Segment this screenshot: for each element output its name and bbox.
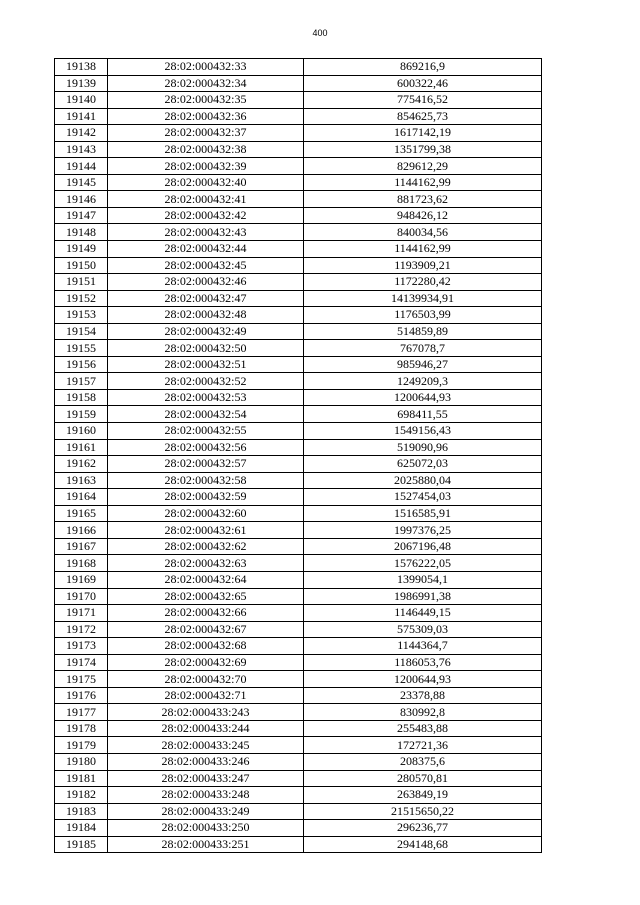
- row-number-cell: 19174: [55, 654, 108, 671]
- table-row: [55, 191, 542, 208]
- table-row: [55, 704, 542, 721]
- table-row: [55, 737, 542, 754]
- cadastral-number-cell: 28:02:000432:53: [108, 389, 304, 406]
- value-cell: 869216,9: [304, 59, 542, 76]
- table-row: [55, 125, 542, 142]
- row-number-cell: 19139: [55, 75, 108, 92]
- value-cell: 1576222,05: [304, 555, 542, 572]
- value-cell: 14139934,91: [304, 290, 542, 307]
- value-cell: 985946,27: [304, 356, 542, 373]
- row-number-cell: 19147: [55, 207, 108, 224]
- table-row: [55, 274, 542, 291]
- table-row: [55, 770, 542, 787]
- row-number-cell: 19178: [55, 720, 108, 737]
- row-number-cell: 19183: [55, 803, 108, 820]
- value-cell: 2067196,48: [304, 538, 542, 555]
- row-number-cell: 19170: [55, 588, 108, 605]
- table-row: [55, 59, 542, 76]
- value-cell: 1516585,91: [304, 505, 542, 522]
- table-row: [55, 571, 542, 588]
- cadastral-number-cell: 28:02:000433:247: [108, 770, 304, 787]
- row-number-cell: 19175: [55, 671, 108, 688]
- cadastral-number-cell: 28:02:000432:71: [108, 687, 304, 704]
- value-cell: 263849,19: [304, 787, 542, 804]
- value-cell: 881723,62: [304, 191, 542, 208]
- table-row: [55, 456, 542, 473]
- cadastral-number-cell: 28:02:000432:51: [108, 356, 304, 373]
- table-row: [55, 108, 542, 125]
- value-cell: 514859,89: [304, 323, 542, 340]
- value-cell: 575309,03: [304, 621, 542, 638]
- cadastral-number-cell: 28:02:000432:57: [108, 456, 304, 473]
- value-cell: 600322,46: [304, 75, 542, 92]
- row-number-cell: 19155: [55, 340, 108, 357]
- cadastral-number-cell: 28:02:000432:40: [108, 174, 304, 191]
- value-cell: 854625,73: [304, 108, 542, 125]
- table-row: [55, 720, 542, 737]
- table-row: [55, 489, 542, 506]
- cadastral-number-cell: 28:02:000432:38: [108, 141, 304, 158]
- row-number-cell: 19143: [55, 141, 108, 158]
- cadastral-number-cell: 28:02:000432:70: [108, 671, 304, 688]
- value-cell: 1144162,99: [304, 241, 542, 258]
- table-row: [55, 406, 542, 423]
- cadastral-number-cell: 28:02:000432:60: [108, 505, 304, 522]
- table-row: [55, 654, 542, 671]
- cadastral-number-cell: 28:02:000432:36: [108, 108, 304, 125]
- table-row: [55, 323, 542, 340]
- table-row: [55, 373, 542, 390]
- row-number-cell: 19150: [55, 257, 108, 274]
- row-number-cell: 19176: [55, 687, 108, 704]
- cadastral-number-cell: 28:02:000432:55: [108, 423, 304, 440]
- value-cell: 1146449,15: [304, 605, 542, 622]
- row-number-cell: 19159: [55, 406, 108, 423]
- cadastral-number-cell: 28:02:000433:243: [108, 704, 304, 721]
- value-cell: 1200644,93: [304, 389, 542, 406]
- cadastral-number-cell: 28:02:000432:58: [108, 472, 304, 489]
- value-cell: 1549156,43: [304, 423, 542, 440]
- row-number-cell: 19153: [55, 307, 108, 324]
- table-row: [55, 638, 542, 655]
- table-row: [55, 522, 542, 539]
- cadastral-number-cell: 28:02:000432:44: [108, 241, 304, 258]
- value-cell: 208375,6: [304, 753, 542, 770]
- value-cell: 830992,8: [304, 704, 542, 721]
- value-cell: 21515650,22: [304, 803, 542, 820]
- value-cell: 1144162,99: [304, 174, 542, 191]
- cadastral-number-cell: 28:02:000432:59: [108, 489, 304, 506]
- value-cell: 1200644,93: [304, 671, 542, 688]
- row-number-cell: 19181: [55, 770, 108, 787]
- row-number-cell: 19158: [55, 389, 108, 406]
- value-cell: 2025880,04: [304, 472, 542, 489]
- cadastral-number-cell: 28:02:000433:246: [108, 753, 304, 770]
- table-row: [55, 257, 542, 274]
- cadastral-number-cell: 28:02:000432:69: [108, 654, 304, 671]
- table-row: [55, 621, 542, 638]
- cadastral-number-cell: 28:02:000432:47: [108, 290, 304, 307]
- table-body: [55, 59, 542, 853]
- value-cell: 296236,77: [304, 820, 542, 837]
- row-number-cell: 19161: [55, 439, 108, 456]
- value-cell: 280570,81: [304, 770, 542, 787]
- row-number-cell: 19146: [55, 191, 108, 208]
- cadastral-number-cell: 28:02:000432:37: [108, 125, 304, 142]
- row-number-cell: 19182: [55, 787, 108, 804]
- row-number-cell: 19149: [55, 241, 108, 258]
- table-row: [55, 307, 542, 324]
- cadastral-number-cell: 28:02:000433:251: [108, 836, 304, 853]
- value-cell: 1399054,1: [304, 571, 542, 588]
- value-cell: 519090,96: [304, 439, 542, 456]
- table-row: [55, 505, 542, 522]
- table-row: [55, 671, 542, 688]
- table-row: [55, 836, 542, 853]
- table-row: [55, 538, 542, 555]
- row-number-cell: 19151: [55, 274, 108, 291]
- cadastral-number-cell: 28:02:000432:62: [108, 538, 304, 555]
- cadastral-number-cell: 28:02:000433:249: [108, 803, 304, 820]
- table-row: [55, 803, 542, 820]
- table-row: [55, 75, 542, 92]
- value-cell: 294148,68: [304, 836, 542, 853]
- cadastral-number-cell: 28:02:000432:41: [108, 191, 304, 208]
- cadastral-number-cell: 28:02:000432:34: [108, 75, 304, 92]
- table-row: [55, 290, 542, 307]
- value-cell: 767078,7: [304, 340, 542, 357]
- value-cell: 1193909,21: [304, 257, 542, 274]
- row-number-cell: 19141: [55, 108, 108, 125]
- row-number-cell: 19172: [55, 621, 108, 638]
- value-cell: 172721,36: [304, 737, 542, 754]
- cadastral-number-cell: 28:02:000432:48: [108, 307, 304, 324]
- row-number-cell: 19171: [55, 605, 108, 622]
- value-cell: 1997376,25: [304, 522, 542, 539]
- cadastral-number-cell: 28:02:000432:35: [108, 92, 304, 109]
- value-cell: 1176503,99: [304, 307, 542, 324]
- value-cell: 1172280,42: [304, 274, 542, 291]
- cadastral-number-cell: 28:02:000432:66: [108, 605, 304, 622]
- row-number-cell: 19165: [55, 505, 108, 522]
- value-cell: 1527454,03: [304, 489, 542, 506]
- row-number-cell: 19142: [55, 125, 108, 142]
- cadastral-number-cell: 28:02:000432:43: [108, 224, 304, 241]
- row-number-cell: 19168: [55, 555, 108, 572]
- row-number-cell: 19145: [55, 174, 108, 191]
- cadastral-number-cell: 28:02:000432:49: [108, 323, 304, 340]
- table-row: [55, 340, 542, 357]
- value-cell: 1986991,38: [304, 588, 542, 605]
- table-row: [55, 472, 542, 489]
- table-row: [55, 141, 542, 158]
- cadastral-number-cell: 28:02:000432:39: [108, 158, 304, 175]
- table-row: [55, 241, 542, 258]
- cadastral-number-cell: 28:02:000433:250: [108, 820, 304, 837]
- cadastral-number-cell: 28:02:000433:245: [108, 737, 304, 754]
- cadastral-number-cell: 28:02:000432:64: [108, 571, 304, 588]
- cadastral-number-cell: 28:02:000432:68: [108, 638, 304, 655]
- cadastral-number-cell: 28:02:000432:45: [108, 257, 304, 274]
- row-number-cell: 19167: [55, 538, 108, 555]
- table-row: [55, 158, 542, 175]
- row-number-cell: 19156: [55, 356, 108, 373]
- row-number-cell: 19185: [55, 836, 108, 853]
- cadastral-number-cell: 28:02:000433:244: [108, 720, 304, 737]
- value-cell: 948426,12: [304, 207, 542, 224]
- row-number-cell: 19173: [55, 638, 108, 655]
- value-cell: 1617142,19: [304, 125, 542, 142]
- value-cell: 23378,88: [304, 687, 542, 704]
- cadastral-number-cell: 28:02:000432:42: [108, 207, 304, 224]
- cadastral-number-cell: 28:02:000432:46: [108, 274, 304, 291]
- cadastral-number-cell: 28:02:000432:56: [108, 439, 304, 456]
- page-number: 400: [312, 28, 328, 38]
- cadastral-number-cell: 28:02:000432:63: [108, 555, 304, 572]
- cadastral-number-cell: 28:02:000432:50: [108, 340, 304, 357]
- value-cell: 1186053,76: [304, 654, 542, 671]
- row-number-cell: 19179: [55, 737, 108, 754]
- row-number-cell: 19160: [55, 423, 108, 440]
- row-number-cell: 19154: [55, 323, 108, 340]
- value-cell: 698411,55: [304, 406, 542, 423]
- table-row: [55, 92, 542, 109]
- table-row: [55, 687, 542, 704]
- cadastral-number-cell: 28:02:000432:61: [108, 522, 304, 539]
- cadastral-number-cell: 28:02:000432:52: [108, 373, 304, 390]
- table-row: [55, 605, 542, 622]
- table-row: [55, 207, 542, 224]
- value-cell: 1144364,7: [304, 638, 542, 655]
- cadastral-number-cell: 28:02:000433:248: [108, 787, 304, 804]
- value-cell: 255483,88: [304, 720, 542, 737]
- table-row: [55, 356, 542, 373]
- row-number-cell: 19166: [55, 522, 108, 539]
- table-row: [55, 588, 542, 605]
- cadastral-number-cell: 28:02:000432:67: [108, 621, 304, 638]
- row-number-cell: 19152: [55, 290, 108, 307]
- table-row: [55, 389, 542, 406]
- table-row: [55, 224, 542, 241]
- cadastral-number-cell: 28:02:000432:54: [108, 406, 304, 423]
- row-number-cell: 19144: [55, 158, 108, 175]
- row-number-cell: 19163: [55, 472, 108, 489]
- table-row: [55, 439, 542, 456]
- row-number-cell: 19180: [55, 753, 108, 770]
- row-number-cell: 19162: [55, 456, 108, 473]
- row-number-cell: 19140: [55, 92, 108, 109]
- value-cell: 775416,52: [304, 92, 542, 109]
- row-number-cell: 19184: [55, 820, 108, 837]
- row-number-cell: 19148: [55, 224, 108, 241]
- row-number-cell: 19157: [55, 373, 108, 390]
- table-row: [55, 820, 542, 837]
- row-number-cell: 19177: [55, 704, 108, 721]
- table-row: [55, 174, 542, 191]
- row-number-cell: 19169: [55, 571, 108, 588]
- table-row: [55, 423, 542, 440]
- table-row: [55, 555, 542, 572]
- value-cell: 1351799,38: [304, 141, 542, 158]
- value-cell: 840034,56: [304, 224, 542, 241]
- cadastral-number-cell: 28:02:000432:33: [108, 59, 304, 76]
- value-cell: 1249209,3: [304, 373, 542, 390]
- value-cell: 625072,03: [304, 456, 542, 473]
- table-row: [55, 787, 542, 804]
- cadastral-number-cell: 28:02:000432:65: [108, 588, 304, 605]
- data-table: [54, 58, 542, 853]
- row-number-cell: 19164: [55, 489, 108, 506]
- row-number-cell: 19138: [55, 59, 108, 76]
- value-cell: 829612,29: [304, 158, 542, 175]
- table-row: [55, 753, 542, 770]
